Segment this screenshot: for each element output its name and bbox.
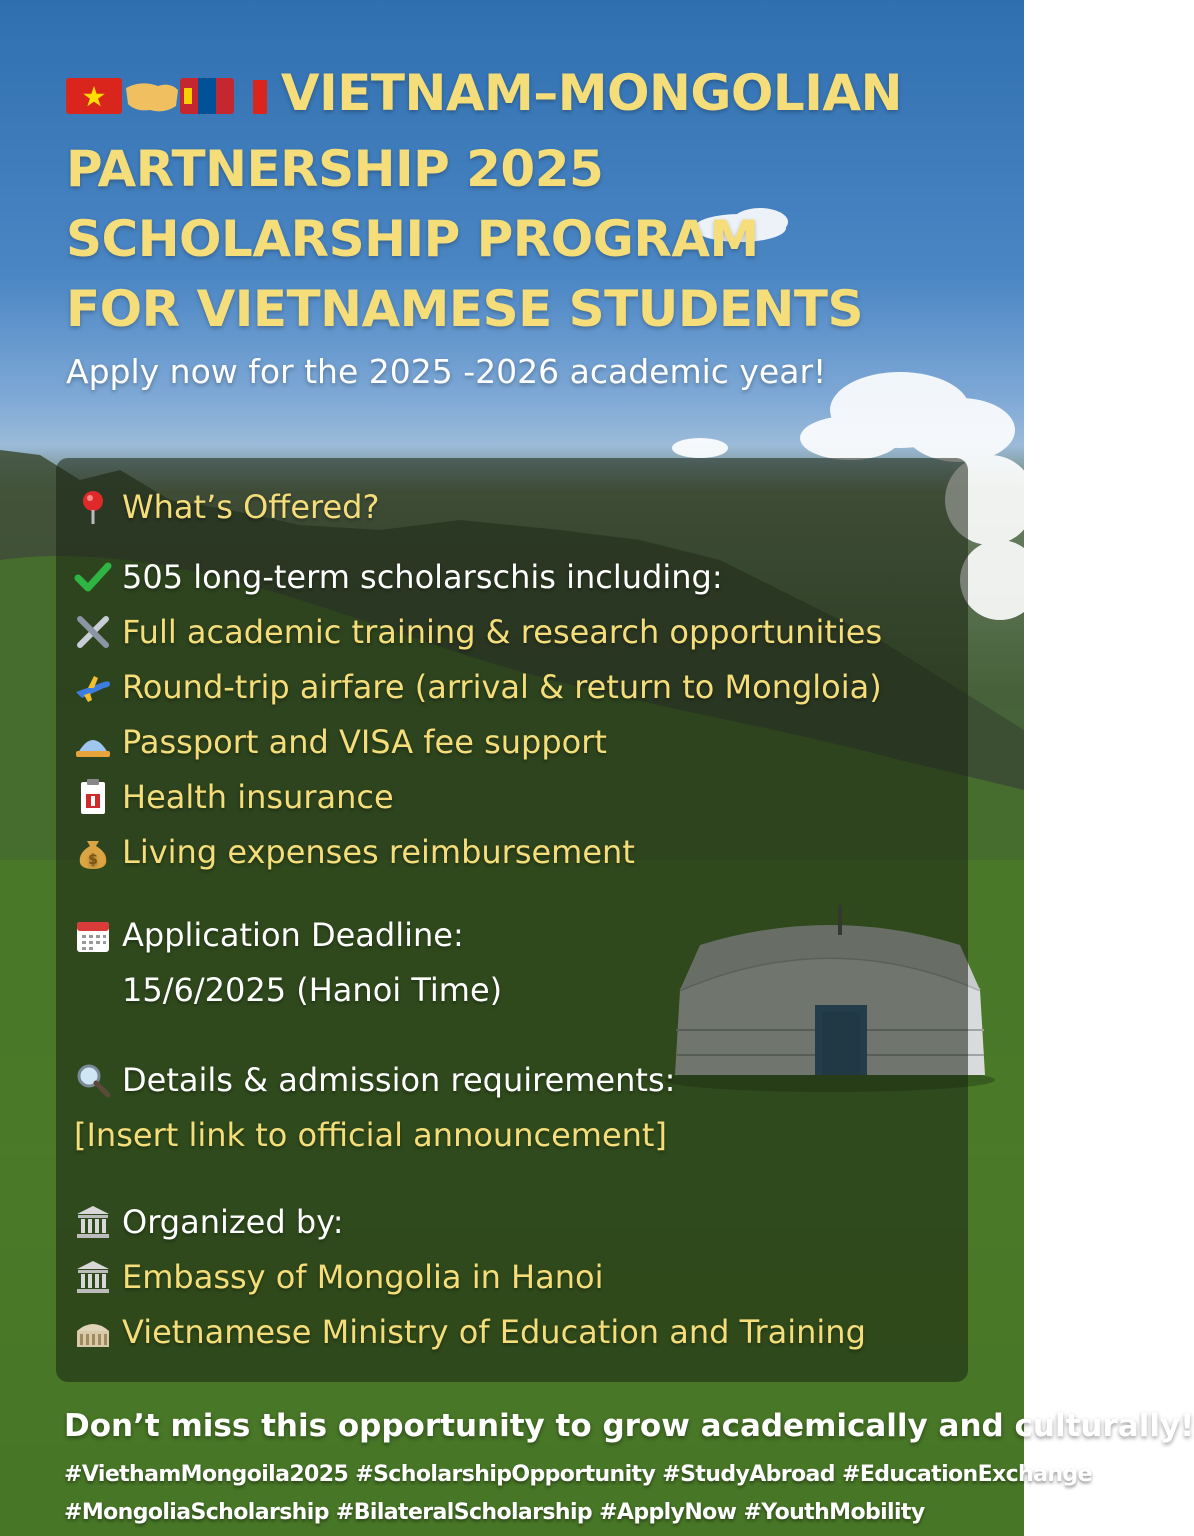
title-line-3: SCHOLARSHIP PROGRAM [66,210,759,268]
offered-heading: What’s Offered? [122,488,380,526]
title-line-1 [66,58,966,134]
organizer-ministry [74,1307,866,1357]
offered-item-label: Living expenses reimbursement [122,833,635,871]
title-text-1: VIETNAM–MONGOLIAN [280,64,902,122]
title-line-2: PARTNERSHIP 2025 [66,140,604,198]
flags-group [66,64,269,134]
details-link-row[interactable] [74,1110,667,1160]
deadline-heading-row [74,910,464,960]
offered-item-label: Passport and VISA fee support [122,723,607,761]
building-icon [74,1258,112,1296]
footer-cta: Don’t miss this opportunity to grow academically and culturally! [64,1408,1194,1444]
hashtags-line-2: #MongoliaScholarship #BilateralScholarship #ApplyNow #YouthMobility [64,1500,925,1525]
offered-item-living [74,827,635,877]
offered-item-airfare [74,662,882,712]
deadline-heading: Application Deadline: [122,916,464,954]
building-icon [74,1203,112,1241]
checkmark-icon [74,558,112,596]
offered-intro-row [74,552,723,602]
money-bag-icon [74,833,112,871]
medical-icon [74,778,112,816]
magnifier-icon [74,1061,112,1099]
deadline-value-row [122,965,502,1015]
offered-item-label: Round-trip airfare (arrival & return to Mongloia) [122,668,882,706]
red-bar-icon [251,76,269,116]
organizers-heading-row [74,1197,344,1247]
organizer-label: Vietnamese Ministry of Education and Training [122,1313,866,1351]
announcement-link[interactable]: [Insert link to official announcement] [74,1116,667,1154]
stadium-icon [74,1313,112,1351]
offered-intro: 505 long-term scholarschis including: [122,558,723,596]
passport-icon [74,723,112,761]
offered-item-insurance [74,772,394,822]
tools-icon [74,613,112,651]
organizers-heading: Organized by: [122,1203,344,1241]
title-block [66,58,966,344]
svg-text:$: $ [88,852,98,868]
hashtags [64,1456,1092,1532]
deadline-value: 15/6/2025 (Hanoi Time) [122,971,503,1009]
organizer-label: Embassy of Mongolia in Hanoi [122,1258,604,1296]
organizer-embassy [74,1252,603,1302]
offered-item-passport [74,717,607,767]
subtitle: Apply now for the 2025 -2026 academic year! [66,352,827,391]
offered-item-label: Health insurance [122,778,394,816]
hashtags-line-1: #ViethamMongoila2025 #ScholarshipOpportunity #StudyAbroad #EducationExchange [64,1462,1092,1487]
pin-icon [74,488,112,526]
title-line-4: FOR VIETNAMESE STUDENTS [66,280,863,338]
handshake-icon [126,83,178,111]
airplane-icon [74,668,112,706]
flags-icon [66,76,234,116]
calendar-icon [74,916,112,954]
offered-item-training [74,607,882,657]
details-heading: Details & admission requirements: [122,1061,676,1099]
offered-heading-row [74,482,379,532]
offered-item-label: Full academic training & research opportunities [122,613,883,651]
details-heading-row [74,1055,675,1105]
